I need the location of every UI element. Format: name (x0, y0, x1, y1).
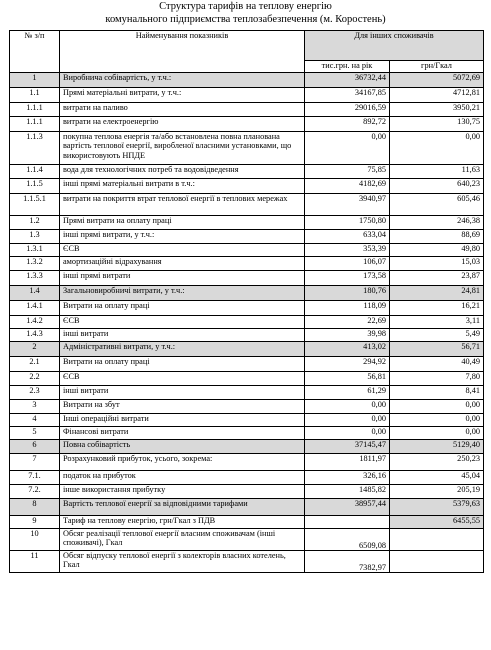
table-row (10, 529, 484, 551)
table-row (10, 103, 484, 117)
row-value-uah-per-gcal (390, 529, 484, 551)
row-value-uah-per-gcal: 8,41 (390, 386, 484, 400)
row-value-uah-per-gcal: 250,23 (390, 454, 484, 471)
row-indicator-name: Виробнича собівартість, у т.ч.: (60, 73, 305, 88)
table-row (10, 357, 484, 372)
table-row (10, 117, 484, 132)
document-subtitle: комунального підприємства теплозабезпечення (м. Коростень) (105, 14, 386, 25)
row-value-thousand-uah: 106,07 (305, 257, 390, 271)
row-value-thousand-uah: 294,92 (305, 357, 390, 372)
row-value-uah-per-gcal: 205,19 (390, 485, 484, 499)
row-indicator-name: Вартість теплової енергії за відповідними тарифами (60, 499, 305, 516)
table-row (10, 485, 484, 499)
row-indicator-name: Обсяг відпуску теплової енергії з колекторів власних котелень, Гкал (60, 551, 305, 573)
row-number: 5 (10, 427, 60, 440)
row-indicator-name: Фінансові витрати (60, 427, 305, 440)
row-value-uah-per-gcal: 5,49 (390, 329, 484, 342)
table-row (10, 132, 484, 165)
row-value-thousand-uah (305, 516, 390, 529)
row-number: 1.1.5 (10, 179, 60, 194)
table-row (10, 516, 484, 529)
row-value-uah-per-gcal: 0,00 (390, 414, 484, 427)
row-value-uah-per-gcal: 246,38 (390, 216, 484, 230)
row-value-thousand-uah: 6509,08 (305, 529, 390, 551)
row-value-thousand-uah: 34167,85 (305, 88, 390, 103)
table-row (10, 440, 484, 454)
row-value-uah-per-gcal: 11,63 (390, 165, 484, 179)
table-row (10, 427, 484, 440)
row-value-thousand-uah: 29016,59 (305, 103, 390, 117)
row-value-uah-per-gcal: 4712,81 (390, 88, 484, 103)
table-row (10, 216, 484, 230)
row-value-thousand-uah: 37145,47 (305, 440, 390, 454)
row-value-uah-per-gcal: 45,04 (390, 471, 484, 485)
row-value-thousand-uah: 173,58 (305, 271, 390, 286)
row-number: 1.1.5.1 (10, 194, 60, 216)
row-indicator-name: Обсяг реалізації теплової енергії власним споживачам (інші споживачі), Гкал (60, 529, 305, 551)
row-number: 1.2 (10, 216, 60, 230)
row-indicator-name: інше використання прибутку (60, 485, 305, 499)
row-value-thousand-uah: 22,69 (305, 316, 390, 329)
row-value-uah-per-gcal: 40,49 (390, 357, 484, 372)
row-indicator-name: інші прямі витрати (60, 271, 305, 286)
row-indicator-name: Адміністративні витрати, у т.ч.: (60, 342, 305, 357)
table-row (10, 271, 484, 286)
table-row (10, 471, 484, 485)
row-number: 2.1 (10, 357, 60, 372)
row-number: 3 (10, 400, 60, 414)
row-value-uah-per-gcal: 3950,21 (390, 103, 484, 117)
row-indicator-name: витрати на покриття втрат теплової енергії в теплових мережах (60, 194, 305, 216)
row-indicator-name: Прямі витрати на оплату праці (60, 216, 305, 230)
row-number: 2 (10, 342, 60, 357)
row-number: 1.4.3 (10, 329, 60, 342)
row-indicator-name: покупна теплова енергія та/або встановлена повна планована вартість теплової енергії, виробленої власними установками, що використовують НПДЕ (60, 132, 305, 165)
row-value-thousand-uah: 75,85 (305, 165, 390, 179)
row-indicator-name: вода для технологічних потреб та водовідведення (60, 165, 305, 179)
row-value-thousand-uah: 353,39 (305, 244, 390, 257)
row-value-uah-per-gcal: 3,11 (390, 316, 484, 329)
row-number: 7 (10, 454, 60, 471)
row-indicator-name: ЄСВ (60, 372, 305, 386)
row-number: 1.1.4 (10, 165, 60, 179)
row-value-uah-per-gcal: 0,00 (390, 400, 484, 414)
row-indicator-name: інші прямі витрати, у т.ч.: (60, 230, 305, 244)
table-row (10, 454, 484, 471)
table-row (10, 179, 484, 194)
row-number: 6 (10, 440, 60, 454)
row-number: 10 (10, 529, 60, 551)
header-unit-per-gcal: грн/Гкал (390, 61, 484, 73)
table-row (10, 73, 484, 88)
row-indicator-name: ЄСВ (60, 244, 305, 257)
row-indicator-name: інші витрати (60, 329, 305, 342)
row-indicator-name: витрати на електроенергію (60, 117, 305, 132)
table-row (10, 165, 484, 179)
row-value-uah-per-gcal: 640,23 (390, 179, 484, 194)
tariff-structure-table (9, 30, 484, 573)
row-value-thousand-uah: 7382,97 (305, 551, 390, 573)
row-value-thousand-uah: 39,98 (305, 329, 390, 342)
row-value-uah-per-gcal: 23,87 (390, 271, 484, 286)
row-value-thousand-uah: 633,04 (305, 230, 390, 244)
row-value-uah-per-gcal: 5379,63 (390, 499, 484, 516)
table-row (10, 386, 484, 400)
row-value-uah-per-gcal: 5072,69 (390, 73, 484, 88)
row-value-thousand-uah: 0,00 (305, 427, 390, 440)
row-number: 7.1. (10, 471, 60, 485)
row-value-uah-per-gcal: 56,71 (390, 342, 484, 357)
row-number: 1 (10, 73, 60, 88)
row-value-thousand-uah: 36732,44 (305, 73, 390, 88)
row-value-uah-per-gcal: 605,46 (390, 194, 484, 216)
row-value-uah-per-gcal: 0,00 (390, 427, 484, 440)
row-indicator-name: інші витрати (60, 386, 305, 400)
table-row (10, 230, 484, 244)
row-value-thousand-uah: 1811,97 (305, 454, 390, 471)
header-num: № з/п (10, 31, 60, 73)
row-value-thousand-uah: 0,00 (305, 400, 390, 414)
row-indicator-name: Витрати на оплату праці (60, 357, 305, 372)
row-number: 1.3.2 (10, 257, 60, 271)
row-value-thousand-uah: 1485,82 (305, 485, 390, 499)
table-row (10, 244, 484, 257)
header-name: Найменування показників (60, 31, 305, 73)
row-indicator-name: Тариф на теплову енергію, грн/Гкал з ПДВ (60, 516, 305, 529)
row-value-thousand-uah: 4182,69 (305, 179, 390, 194)
row-number: 4 (10, 414, 60, 427)
row-indicator-name: Витрати на оплату праці (60, 301, 305, 316)
row-value-thousand-uah: 38957,44 (305, 499, 390, 516)
row-indicator-name: Загальновиробничі витрати, у т.ч.: (60, 286, 305, 301)
table-row (10, 400, 484, 414)
table-row (10, 372, 484, 386)
row-number: 11 (10, 551, 60, 573)
row-value-uah-per-gcal: 15,03 (390, 257, 484, 271)
row-number: 1.4 (10, 286, 60, 301)
row-value-thousand-uah: 0,00 (305, 132, 390, 165)
row-indicator-name: податок на прибуток (60, 471, 305, 485)
row-number: 1.3.3 (10, 271, 60, 286)
row-number: 1.1 (10, 88, 60, 103)
row-number: 7.2. (10, 485, 60, 499)
row-number: 9 (10, 516, 60, 529)
row-number: 1.1.3 (10, 132, 60, 165)
row-indicator-name: амортизаційні відрахування (60, 257, 305, 271)
row-indicator-name: Прямі матеріальні витрати, у т.ч.: (60, 88, 305, 103)
row-indicator-name: інші прямі матеріальні витрати в т.ч.: (60, 179, 305, 194)
row-number: 8 (10, 499, 60, 516)
row-number: 1.3 (10, 230, 60, 244)
row-indicator-name: Розрахунковий прибуток, усього, зокрема: (60, 454, 305, 471)
table-row (10, 551, 484, 573)
table-row (10, 194, 484, 216)
row-value-uah-per-gcal: 130,75 (390, 117, 484, 132)
table-row (10, 414, 484, 427)
header-group: Для інших споживачів (305, 31, 484, 61)
header-unit-thousand: тис.грн. на рік (305, 61, 390, 73)
row-number: 1.4.2 (10, 316, 60, 329)
row-value-uah-per-gcal: 88,69 (390, 230, 484, 244)
table-row (10, 316, 484, 329)
row-number: 2.2 (10, 372, 60, 386)
table-row (10, 499, 484, 516)
row-value-uah-per-gcal: 24,81 (390, 286, 484, 301)
row-value-thousand-uah: 61,29 (305, 386, 390, 400)
table-row (10, 342, 484, 357)
row-value-thousand-uah: 0,00 (305, 414, 390, 427)
row-value-thousand-uah: 413,02 (305, 342, 390, 357)
row-value-thousand-uah: 326,16 (305, 471, 390, 485)
table-body (10, 73, 484, 573)
row-value-uah-per-gcal: 5129,40 (390, 440, 484, 454)
row-value-thousand-uah: 3940,97 (305, 194, 390, 216)
row-value-uah-per-gcal: 0,00 (390, 132, 484, 165)
row-value-uah-per-gcal: 6455,55 (390, 516, 484, 529)
row-value-uah-per-gcal (390, 551, 484, 573)
table-row (10, 257, 484, 271)
table-row (10, 329, 484, 342)
row-indicator-name: ЄСВ (60, 316, 305, 329)
row-indicator-name: витрати на паливо (60, 103, 305, 117)
table-row (10, 301, 484, 316)
row-number: 2.3 (10, 386, 60, 400)
row-value-uah-per-gcal: 16,21 (390, 301, 484, 316)
row-number: 1.1.1 (10, 103, 60, 117)
row-value-uah-per-gcal: 7,80 (390, 372, 484, 386)
row-value-thousand-uah: 1750,80 (305, 216, 390, 230)
row-indicator-name: Витрати на збут (60, 400, 305, 414)
row-indicator-name: Повна собівартість (60, 440, 305, 454)
row-number: 1.3.1 (10, 244, 60, 257)
row-number: 1.1.1 (10, 117, 60, 132)
table-row (10, 88, 484, 103)
row-indicator-name: Інші операційні витрати (60, 414, 305, 427)
row-value-uah-per-gcal: 49,80 (390, 244, 484, 257)
row-value-thousand-uah: 180,76 (305, 286, 390, 301)
row-value-thousand-uah: 118,09 (305, 301, 390, 316)
row-value-thousand-uah: 892,72 (305, 117, 390, 132)
table-row (10, 286, 484, 301)
document-title: Структура тарифів на теплову енергію (159, 1, 332, 12)
row-number: 1.4.1 (10, 301, 60, 316)
row-value-thousand-uah: 56,81 (305, 372, 390, 386)
